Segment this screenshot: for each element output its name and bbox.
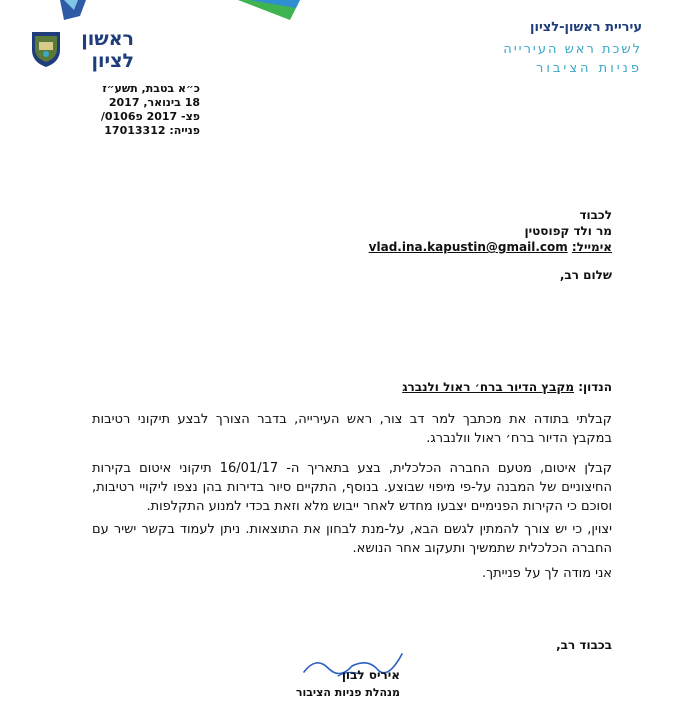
- recipient-block: [292, 207, 612, 255]
- body-paragraph-2: קבלן איטום, מטעם החברה הכלכלית, בצע בתאריך ה- 16/01/17 תיקוני איטום בקירות החיצוניים של המבנה על-פי מיפוי שבוצע. בנוסף, התקיים סיור בדירות בהן נצפו ליקויי רטיבות, וסוכם כי הקירות הפנימיים יצבעו מחדש לאחר ייבוש מלא וזאת בכדי למנוע התקלפות.: [92, 461, 613, 514]
- hebrew-date: כ״א בטבת, תשע״ז: [102, 82, 200, 95]
- logo-text-line2: לציון: [91, 50, 134, 72]
- gregorian-date: 18 בינואר, 2017: [108, 96, 200, 109]
- reference-code: פצ- 2017 פ0106/: [100, 110, 200, 123]
- logo-text-line1: ראשון: [81, 28, 134, 50]
- recipient-name: מר ולד קפוסטין: [524, 224, 612, 238]
- greeting: שלום רב,: [559, 268, 612, 282]
- inquiry-label: פנייה:: [169, 124, 200, 137]
- subject-text: מקבץ הדיור ברח׳ ראול ולנברג: [402, 380, 575, 394]
- inquiry-number: 17013312: [104, 124, 166, 137]
- city-logo: [30, 18, 134, 78]
- body-paragraph-1: קבלתי בתודה את מכתבך למר דב צור, ראש העירייה, בדבר הצורך לבצע תיקוני רטיבות במקבץ הדיור ברח׳ ראול וולנברג.: [92, 412, 612, 446]
- email-line: [292, 239, 612, 255]
- subject-label: הנדון:: [578, 380, 612, 394]
- body-paragraph-3: יצוין, כי יש צורך להמתין לגשם הבא, על-מנת לבחון את התוצאות. ניתן לעמוד בקשר ישיר עם החברה הכלכלית שתמשיך ותעקוב אחר הנושא.: [92, 522, 612, 556]
- office-name: לשכת ראש העירייה: [503, 42, 642, 57]
- municipality-name: עיריית ראשון-לציון: [530, 20, 642, 35]
- date-block: [96, 82, 200, 138]
- email-label: אימייל:: [571, 240, 612, 254]
- signer-name: איריס לבון: [341, 668, 400, 682]
- to-label: לכבוד: [579, 208, 612, 222]
- thanks-line: אני מודה לך על פנייתך.: [482, 566, 612, 581]
- subject-line: [402, 380, 612, 394]
- closing: בכבוד רב,: [556, 638, 612, 652]
- recipient-email[interactable]: vlad.ina.kapustin@gmail.com: [368, 240, 568, 254]
- inquiry-line: [96, 124, 200, 138]
- department-name: פניות הציבור: [536, 61, 642, 76]
- signer-title: מנהלת פניות הציבור: [295, 686, 400, 699]
- city-seal-icon: [30, 28, 62, 68]
